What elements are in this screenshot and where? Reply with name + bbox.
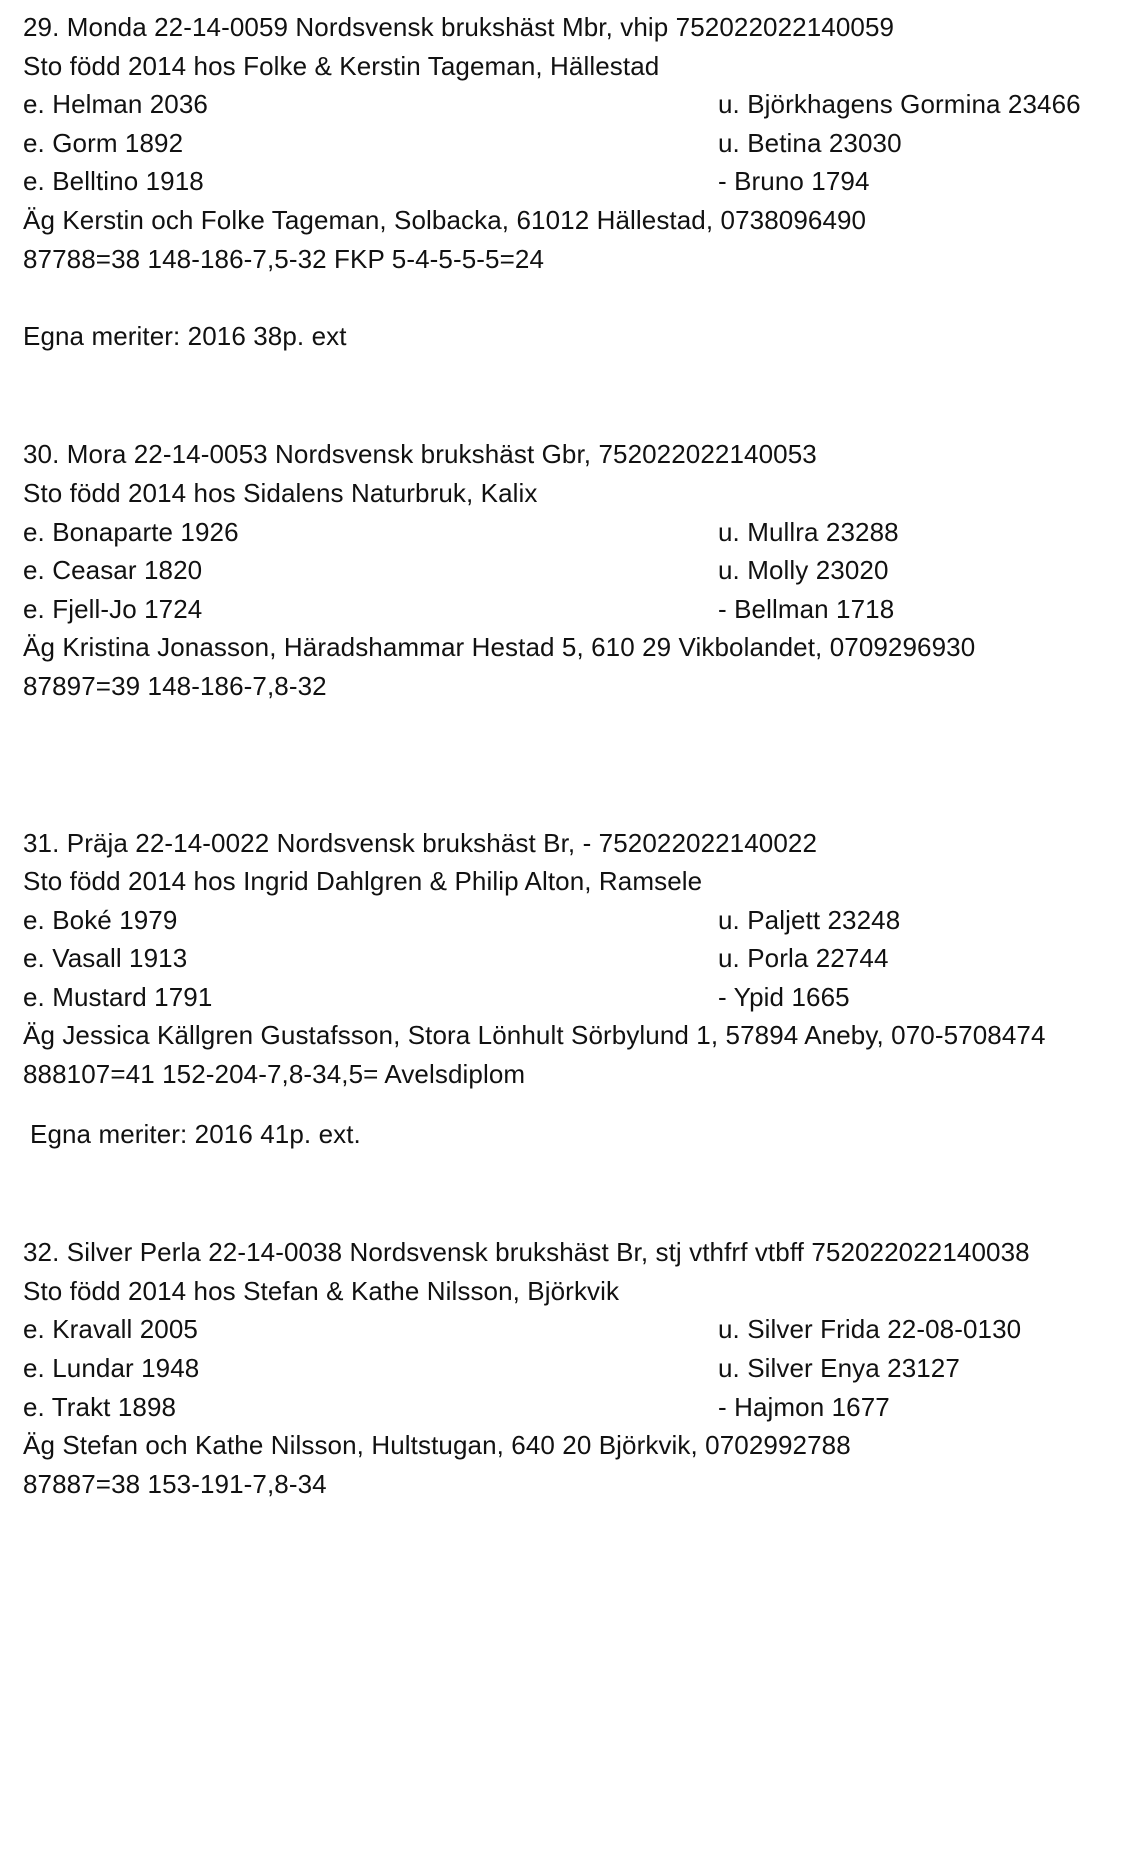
pedigree-sire-line: e. Gorm 1892 <box>23 127 184 158</box>
pedigree-dam-line: u. Porla 22744 <box>718 943 889 974</box>
pedigree-sire-line: e. Fjell-Jo 1724 <box>23 593 203 624</box>
pedigree-row <box>23 162 1123 201</box>
entry-title: 32. Silver Perla 22-14-0038 Nordsvensk brukshäst Br, stj vthfrf vtbff 752022022140038 <box>23 1237 1030 1268</box>
pedigree-dam-line: - Bruno 1794 <box>718 166 870 197</box>
pedigree-dam-line: u. Paljett 23248 <box>718 904 901 935</box>
pedigree-row <box>23 1388 1123 1427</box>
pedigree-dam-line: - Bellman 1718 <box>718 593 895 624</box>
pedigree-dam-line: u. Molly 23020 <box>718 555 889 586</box>
entry-owner: Äg Stefan och Kathe Nilsson, Hultstugan, 640 20 Björkvik, 0702992788 <box>23 1430 851 1461</box>
pedigree-dam-line: u. Betina 23030 <box>718 127 902 158</box>
entry-title: 31. Präja 22-14-0022 Nordsvensk brukshäst Br, - 752022022140022 <box>23 827 818 858</box>
pedigree-dam-line: - Ypid 1665 <box>718 981 850 1012</box>
entry-scores: 87897=39 148-186-7,8-32 <box>23 670 327 701</box>
horse-entry-29 <box>23 8 1123 355</box>
pedigree-dam-line: u. Silver Enya 23127 <box>718 1353 960 1384</box>
pedigree-dam-line: u. Mullra 23288 <box>718 516 899 547</box>
pedigree-row <box>23 124 1123 163</box>
pedigree-dam-line: - Hajmon 1677 <box>718 1391 890 1422</box>
entry-merits: Egna meriter: 2016 41p. ext. <box>30 1118 361 1149</box>
pedigree-row <box>23 939 1123 978</box>
pedigree-row <box>23 1310 1123 1349</box>
catalog-page <box>23 8 1123 1503</box>
entry-owner: Äg Jessica Källgren Gustafsson, Stora Lönhult Sörbylund 1, 57894 Aneby, 070-5708474 <box>23 1020 1046 1051</box>
pedigree-sire-line: e. Mustard 1791 <box>23 981 213 1012</box>
pedigree-sire-line: e. Helman 2036 <box>23 89 208 120</box>
entry-title: 30. Mora 22-14-0053 Nordsvensk brukshäst Gbr, 752022022140053 <box>23 439 817 470</box>
pedigree-sire-line: e. Vasall 1913 <box>23 943 188 974</box>
pedigree-row <box>23 590 1123 629</box>
entry-owner: Äg Kerstin och Folke Tageman, Solbacka, 61012 Hällestad, 0738096490 <box>23 204 867 235</box>
pedigree-sire-line: e. Belltino 1918 <box>23 166 204 197</box>
pedigree-sire-line: e. Trakt 1898 <box>23 1391 177 1422</box>
pedigree-row <box>23 513 1123 552</box>
pedigree-row <box>23 551 1123 590</box>
entry-scores: 87788=38 148-186-7,5-32 FKP 5-4-5-5-5=24 <box>23 243 545 274</box>
horse-entry-30 <box>23 435 1123 705</box>
pedigree-sire-line: e. Lundar 1948 <box>23 1353 200 1384</box>
entry-scores: 888107=41 152-204-7,8-34,5= Avelsdiplom <box>23 1059 526 1090</box>
pedigree-sire-line: e. Boké 1979 <box>23 904 178 935</box>
pedigree-sire-line: e. Kravall 2005 <box>23 1314 198 1345</box>
entry-merits: Egna meriter: 2016 38p. ext <box>23 320 347 351</box>
entry-owner: Äg Kristina Jonasson, Häradshammar Hestad 5, 610 29 Vikbolandet, 0709296930 <box>23 632 976 663</box>
entry-born: Sto född 2014 hos Ingrid Dahlgren & Philip Alton, Ramsele <box>23 866 703 897</box>
entry-born: Sto född 2014 hos Folke & Kerstin Tageman, Hällestad <box>23 50 660 81</box>
horse-entry-32 <box>23 1233 1123 1503</box>
entry-born: Sto född 2014 hos Stefan & Kathe Nilsson, Björkvik <box>23 1275 620 1306</box>
pedigree-sire-line: e. Bonaparte 1926 <box>23 516 239 547</box>
pedigree-dam-line: u. Björkhagens Gormina 23466 <box>718 89 1081 120</box>
pedigree-dam-line: u. Silver Frida 22-08-0130 <box>718 1314 1022 1345</box>
pedigree-sire-line: e. Ceasar 1820 <box>23 555 203 586</box>
entry-scores: 87887=38 153-191-7,8-34 <box>23 1468 327 1499</box>
pedigree-row <box>23 901 1123 940</box>
horse-entry-31 <box>23 824 1123 1154</box>
entry-born: Sto född 2014 hos Sidalens Naturbruk, Kalix <box>23 477 538 508</box>
pedigree-row <box>23 85 1123 124</box>
pedigree-row <box>23 1349 1123 1388</box>
pedigree-row <box>23 978 1123 1017</box>
entry-title: 29. Monda 22-14-0059 Nordsvensk brukshäst Mbr, vhip 752022022140059 <box>23 12 895 42</box>
